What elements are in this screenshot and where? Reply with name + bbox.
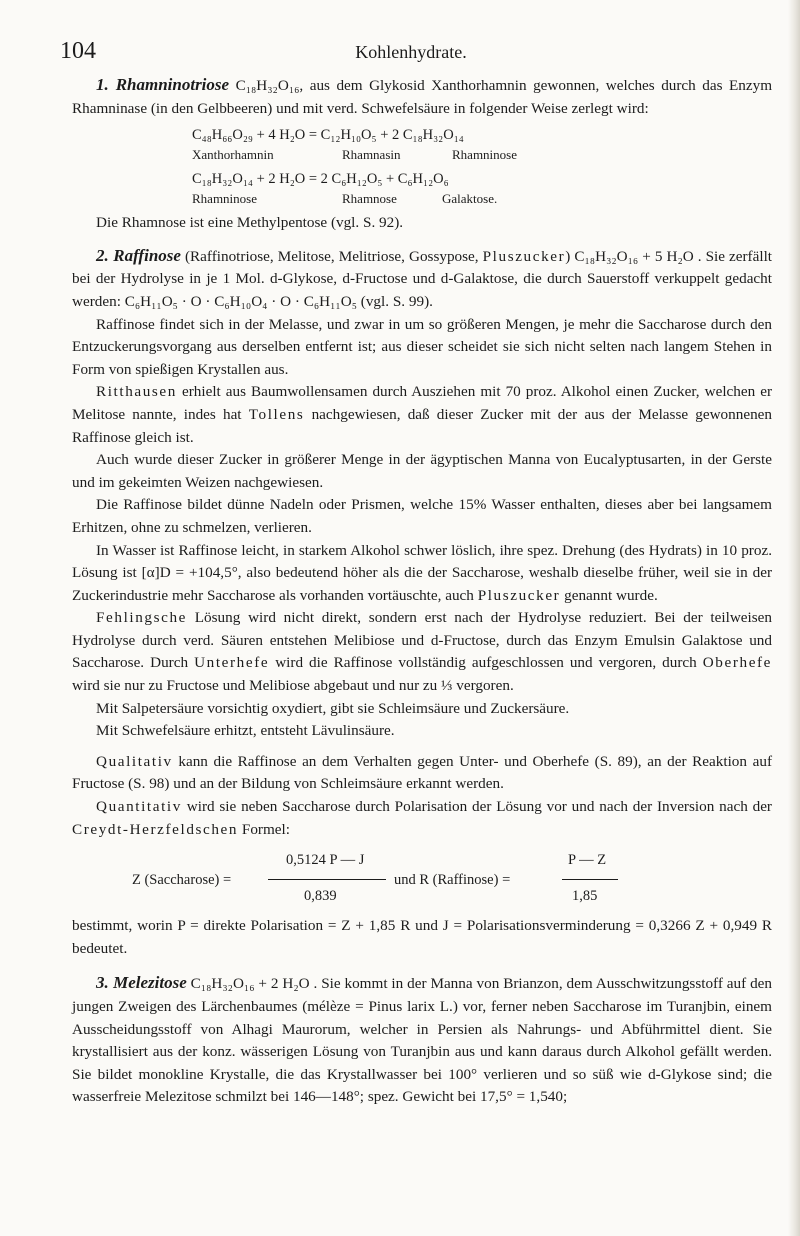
label-rhamninose-2: Rhamninose — [192, 191, 257, 207]
paragraph: Fehlingsche Lösung wird nicht direkt, sondern erst nach der Hydrolyse reduziert. Bei der teilweisen Hydrolyse durch verd. Säuren entstehen Melibiose und d-Fructose, durch das Enzym Emulsin Galaktose und Saccharose. Durch Unterhefe wird die Raffinose vollständig aufgeschlossen und vergoren, durch Oberhefe wird sie nur zu Fructose und Melibiose abgebaut und nur zu ⅓ vergoren. — [72, 609, 773, 695]
paragraph: Auch wurde dieser Zucker in größerer Menge in der ägyptischen Manna von Eucalyptusarten, in der Gerste und im gekeimten Weizen nachgewiesen. — [72, 451, 772, 491]
section-1-intro — [72, 74, 772, 120]
section-3: 3. Melezitose C₁₈H₃₂O₁₆ + 2 H₂O . Sie kommt in der Manna von Brianzon, dem Ausschwitzungsstoff auf den jungen Zweigen des Lärchenbaumes (mélèze = Pinus larix L.) vor, ferner neben Saccharose im Turanjbin, einem Ausscheidungsstoff von Alhagi Maurorum, welcher in Persien als Nahrungs- und Abführmittel dient. Sie krystallisiert aus der konz. wässerigen Lösung von Turanjbin aus und kann daraus durch Alkohol gefällt werden. Sie bildet monokline Krystalle, die das Krystallwasser bei 100° verlieren und so süß wie d-Glykose sind; die wasserfreie Melezitose schmilzt bei 146—148°; spez. Gewicht bei 17,5° = 1,540; — [72, 973, 773, 1106]
section-2-heading: 2. Raffinose — [96, 245, 181, 265]
paragraph: Ritthausen erhielt aus Baumwollensamen durch Ausziehen mit 70 proz. Alkohol einen Zucker, welchen er Melitose nannte, indes hat Tollens nachgewiesen, daß dieser Zucker mit der aus der Melasse gewonnenen Raffinose gleich ist. — [72, 383, 773, 446]
formula-left: Z (Saccharose) = — [132, 872, 232, 889]
page — [50, 0, 772, 1236]
label-xanthorhamnin: Xanthorhamnin — [192, 147, 274, 163]
creydt-herzfeld-formula — [72, 847, 772, 909]
section-3-heading: 3. Melezitose — [96, 973, 187, 993]
page-edge — [788, 0, 800, 1236]
formula-numerator-1: 0,5124 P — J — [286, 852, 365, 869]
section-1-heading: 1. Rhamninotriose — [96, 75, 230, 94]
page-number: 104 — [60, 38, 96, 64]
paragraph: Qualitativ kann die Raffinose an dem Verhalten gegen Unter- und Oberhefe (S. 89), an der Reaktion auf Fructose (S. 98) und an der Bildung von Schleimsäure erkannt werden. — [72, 752, 772, 793]
paragraph: Die Raffinose bildet dünne Nadeln oder Prismen, welche 15% Wasser enthalten, dieses aber bei langsamem Erhitzen, ohne zu schmelzen, verlieren. — [72, 496, 772, 536]
formula-middle: und R (Raffinose) = — [394, 872, 511, 889]
formula-denominator-2: 1,85 — [572, 888, 598, 905]
label-rhamnose: Rhamnose — [342, 191, 397, 207]
formula-denominator-1: 0,839 — [304, 888, 337, 905]
label-galaktose: Galaktose. — [442, 191, 498, 207]
section-1-note: Die Rhamnose ist eine Methylpentose (vgl. S. 92). — [96, 214, 404, 232]
body-text — [72, 74, 772, 1109]
running-title: Kohlenhydrate. — [355, 42, 467, 62]
label-rhamninose: Rhamninose — [452, 147, 517, 163]
equation-1 — [72, 126, 772, 164]
paragraph: bestimmt, worin P = direkte Polarisation = Z + 1,85 R und J = Polarisationsverminderung = 0,3266 Z + 0,949 R bedeutet. — [72, 917, 772, 957]
label-rhamnasin: Rhamnasin — [342, 147, 401, 163]
paragraph: Mit Schwefelsäure erhitzt, entsteht Lävulinsäure. — [96, 722, 395, 740]
fraction-bar-1 — [268, 879, 386, 880]
fraction-bar-2 — [562, 879, 618, 880]
equation-2 — [72, 170, 772, 208]
paragraph: Quantitativ wird sie neben Saccharose durch Polarisation der Lösung vor und nach der Inversion nach der Creydt-Herzfeldschen Formel: — [72, 798, 772, 838]
paragraph: Raffinose findet sich in der Melasse, und zwar in um so größeren Mengen, je mehr die Saccharose durch den Entzuckerungsvorgang aus derselben entfernt ist; aus dieser scheidet sie sich nicht selten nach langem Stehen in Form von spießigen Krystallen aus. — [72, 315, 772, 378]
paragraph: Mit Salpetersäure vorsichtig oxydiert, gibt sie Schleimsäure und Zuckersäure. — [96, 699, 570, 717]
section-2-intro: 2. Raffinose (Raffinotriose, Melitose, Melitriose, Gossypose, Pluszucker) C₁₈H₃₂O₁₆ + 5 H₂O . Sie zerfällt bei der Hydrolyse in je 1 Mol. d-Glykose, d-Fructose und d-Galaktose, die durch Sauerstoff verkuppelt gedacht werden: C₆H₁₁O₅ · O · C₆H₁₀O₄ · O · C₆H₁₁O₅ (vgl. S. 99). — [72, 245, 773, 310]
paragraph: In Wasser ist Raffinose leicht, in starkem Alkohol schwer löslich, ihre spez. Drehung (des Hydrats) in 10 proz. Lösung ist [α]D = +104,5°, also bedeutend höher als die der Saccharose, weshalb dieselbe früher, weil sie in der Zuckerindustrie mehr Saccharose als vorhanden vortäuschte, auch Pluszucker genannt wurde. — [72, 541, 772, 604]
formula-numerator-2: P — Z — [568, 852, 607, 869]
equation-1-formula: C₄₈H₆₆O₂₉ + 4 H₂O = C₁₂H₁₀O₅ + 2 C₁₈H₃₂O₁₄ — [192, 127, 464, 144]
equation-2-formula: C₁₈H₃₂O₁₄ + 2 H₂O = 2 C₆H₁₂O₅ + C₆H₁₂O₆ — [192, 171, 449, 188]
section-1-text: C₁₈H₃₂O₁₆, aus dem Glykosid Xanthorhamnin gewonnen, welches durch das Enzym Rhamninase (in den Gelbbeeren) und mit verd. Schwefelsäure in folgender Weise zerlegt wird: — [72, 77, 773, 117]
